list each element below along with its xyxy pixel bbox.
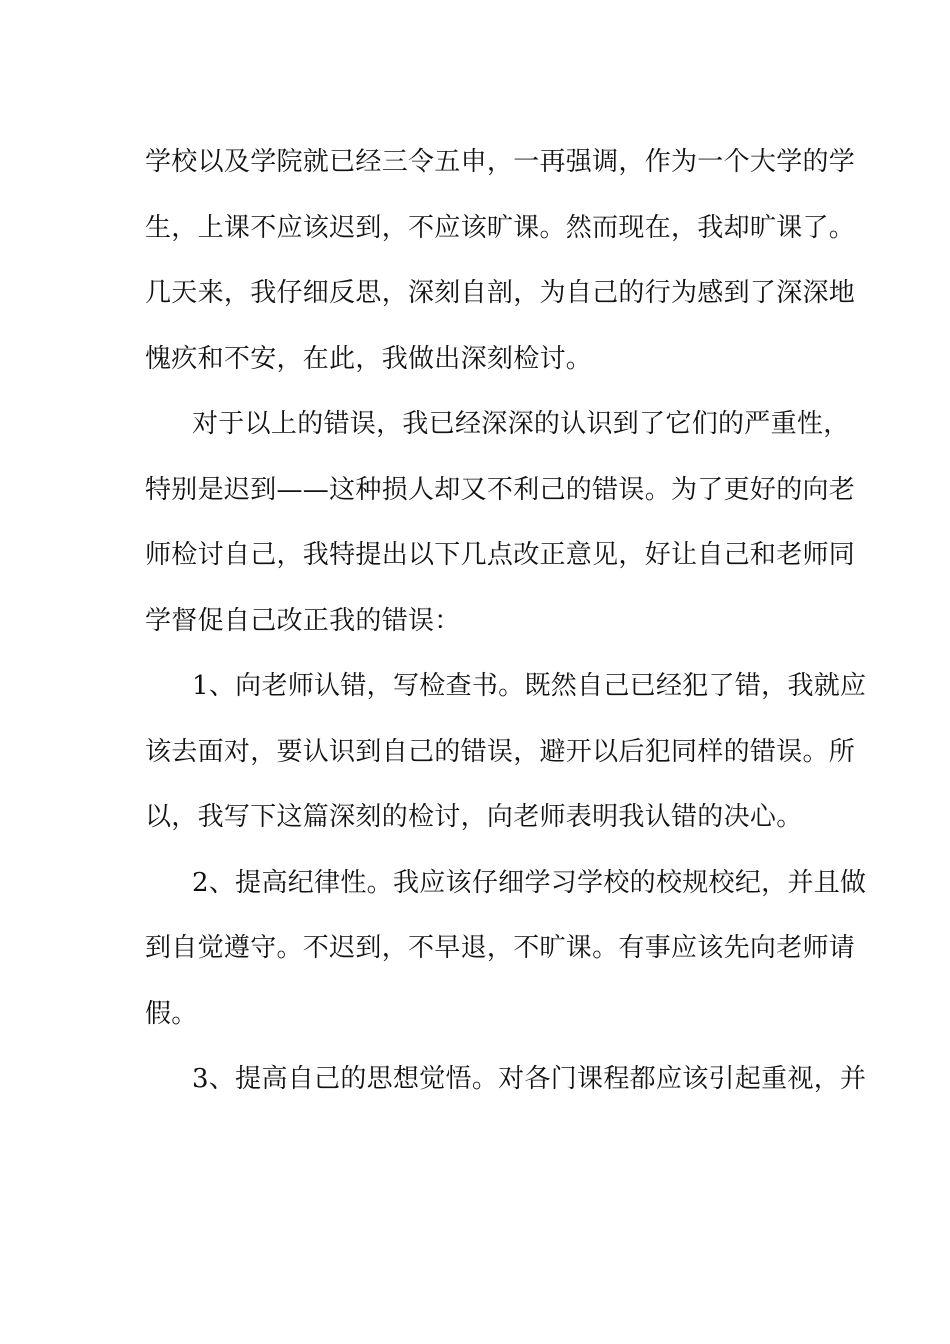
text-line: 学校以及学院就已经三令五申，一再强调，作为一个大学的学 — [145, 147, 856, 177]
text-line: 假。 — [145, 998, 198, 1029]
text-line: 该去面对，要认识到自己的错误，避开以后犯同样的错误。所 — [145, 736, 856, 767]
text-line: 到自觉遵守。不迟到，不早退，不旷课。有事应该先向老师请 — [145, 933, 856, 963]
list-item-3-line: 3、提高自己的思想觉悟。对各门课程都应该引起重视，并 — [192, 1064, 867, 1094]
document-body — [145, 130, 867, 1113]
list-item-1-line: 1、向老师认错，写检查书。既然自己已经犯了错，我就应 — [192, 671, 867, 701]
text-line: 几天来，我仔细反思，深刻自剖，为自己的行为感到了深深地 — [145, 278, 856, 308]
text-line: 特别是迟到——这种损人却又不利己的错误。为了更好的向老 — [145, 474, 856, 505]
text-line: 生，上课不应该迟到，不应该旷课。然而现在，我却旷课了。 — [145, 212, 856, 243]
text-line: 愧疚和不安，在此，我做出深刻检讨。 — [145, 343, 593, 374]
text-line: 师检讨自己，我特提出以下几点改正意见，好让自己和老师同 — [145, 540, 856, 570]
list-item-2-line: 2、提高纪律性。我应该仔细学习学校的校规校纪，并且做 — [192, 867, 867, 898]
paragraph-start-line: 对于以上的错误，我已经深深的认识到了它们的严重性， — [192, 409, 850, 439]
text-line: 以，我写下这篇深刻的检讨，向老师表明我认错的决心。 — [145, 802, 803, 832]
text-line: 学督促自己改正我的错误： — [145, 605, 461, 636]
